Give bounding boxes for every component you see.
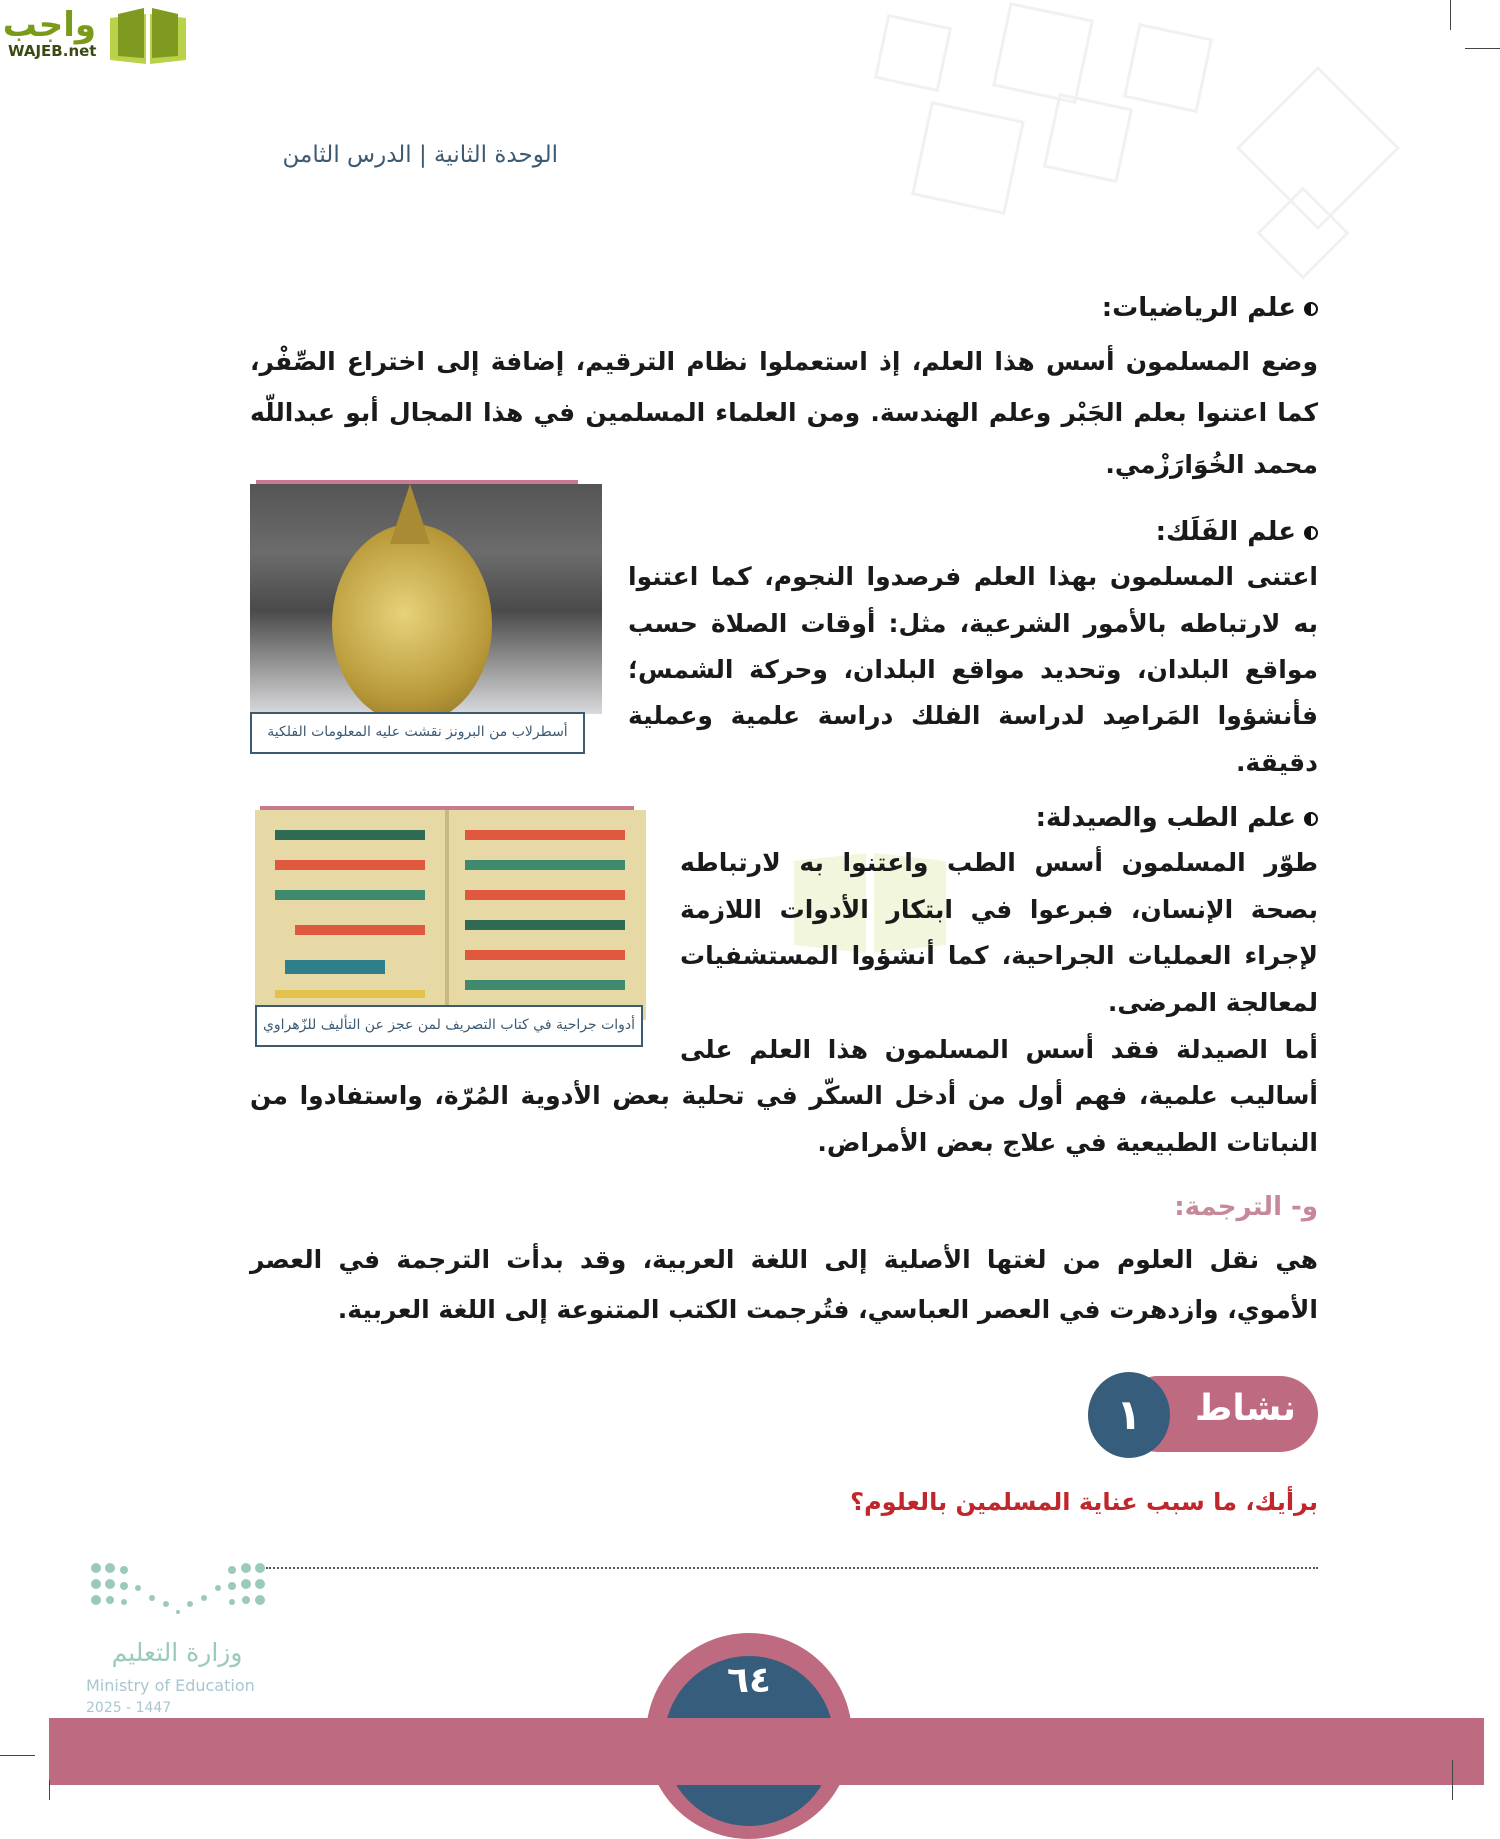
paragraph-line: بصحة الإنسان، فبرعوا في ابتكار الأدوات اللازمة	[680, 895, 1318, 924]
heading-text: علم الفَلَك:	[1155, 517, 1296, 547]
heading-text: علم الطب والصيدلة:	[1035, 803, 1296, 833]
crop-mark	[1450, 0, 1451, 30]
crop-mark	[49, 1780, 50, 1800]
decoration	[874, 14, 952, 92]
decoration	[992, 2, 1094, 104]
crop-mark	[1452, 1760, 1453, 1800]
footer-band	[49, 1718, 1484, 1785]
surgical-tools-caption: أدوات جراحية في كتاب التصريف لمن عجز عن التأليف للزّهراوي	[255, 1005, 643, 1047]
tool-bar	[295, 925, 425, 935]
bullet-icon	[1304, 526, 1318, 540]
surgical-tools-image	[255, 810, 646, 1020]
ministry-dots-icon	[88, 1560, 268, 1620]
crop-mark	[1465, 48, 1500, 49]
activity-label: نشاط	[1194, 1388, 1296, 1429]
tool-bar	[465, 890, 625, 900]
paragraph-line: دقيقة.	[1235, 748, 1318, 777]
tool-bar	[465, 980, 625, 990]
paragraph-line: به لارتباطه بالأمور الشرعية، مثل: أوقات الصلاة حسب	[628, 609, 1318, 638]
logo-arabic: واجب	[2, 5, 96, 45]
paragraph-line: مواقع البلدان، وتحديد مواقع البلدان، وحركة الشمس؛	[628, 655, 1318, 684]
crop-mark	[0, 1755, 35, 1756]
tool-bar	[275, 860, 425, 870]
tool-bar	[465, 830, 625, 840]
bullet-icon	[1304, 812, 1318, 826]
astrolabe-caption: أسطرلاب من البرونز نقشت عليه المعلومات الفلكية	[250, 712, 585, 754]
tool-bar	[275, 890, 425, 900]
medicine-heading	[1036, 803, 1318, 833]
breadcrumb	[283, 142, 558, 168]
tool-bar	[465, 920, 625, 930]
tool-bar	[275, 830, 425, 840]
paragraph-line: كما اعتنوا بعلم الجَبْر وعلم الهندسة. ومن العلماء المسلمين في هذا المجال أبو عبداللّه	[250, 398, 1318, 427]
decoration	[1123, 23, 1213, 113]
astrolabe-top	[390, 484, 430, 544]
lesson-title: الدرس الثامن	[282, 142, 412, 168]
paragraph-line: هي نقل العلوم من لغتها الأصلية إلى اللغة العربية، وقد بدأت الترجمة في العصر	[250, 1245, 1318, 1274]
activity-question: برأيك، ما سبب عناية المسلمين بالعلوم؟	[850, 1488, 1318, 1516]
tool-bar	[465, 860, 625, 870]
wajeb-logo	[2, 5, 97, 60]
decoration	[1043, 93, 1133, 183]
unit-title: الوحدة الثانية	[434, 142, 558, 168]
answer-line[interactable]	[266, 1567, 1318, 1569]
paragraph-line: أما الصيدلة فقد أسس المسلمون هذا العلم على	[680, 1035, 1318, 1064]
paragraph-line: وضع المسلمون أسس هذا العلم، إذ استعملوا نظام الترقيم، إضافة إلى اختراع الصِّفْر،	[250, 347, 1318, 376]
paragraph-line: فأنشؤوا المَراصِد لدراسة الفلك دراسة علمية وعملية	[628, 701, 1318, 730]
astronomy-heading	[1156, 517, 1318, 547]
heading-text: علم الرياضيات:	[1101, 293, 1296, 323]
decoration	[911, 101, 1025, 215]
page-fold	[445, 810, 449, 1020]
page-number: ٦٤	[727, 1660, 771, 1701]
bullet-icon	[1304, 302, 1318, 316]
paragraph-line: لإجراء العمليات الجراحية، كما أنشؤوا المستشفيات	[680, 941, 1318, 970]
separator: |	[418, 142, 427, 168]
math-heading	[1102, 293, 1318, 323]
paragraph-line: طوّر المسلمون أسس الطب واعتنوا به لارتباطه	[680, 848, 1318, 877]
paragraph-line: النباتات الطبيعية في علاج بعض الأمراض.	[817, 1128, 1318, 1157]
paragraph-line: الأموي، وازدهرت في العصر العباسي، فتُرجمت الكتب المتنوعة إلى اللغة العربية.	[337, 1295, 1318, 1324]
ministry-year: 2025 - 1447	[86, 1700, 172, 1716]
tool-bar	[275, 990, 425, 998]
astrolabe-image	[250, 484, 602, 714]
translation-heading: و- الترجمة:	[1174, 1192, 1318, 1222]
paragraph-line: اعتنى المسلمون بهذا العلم فرصدوا النجوم، كما اعتنوا	[628, 562, 1318, 591]
book-icon	[108, 6, 188, 64]
activity-number: ١	[1088, 1372, 1170, 1458]
tool-bar	[285, 960, 385, 974]
ministry-english: Ministry of Education	[86, 1676, 255, 1695]
astrolabe-disc	[332, 524, 492, 714]
paragraph-line: محمد الخُوَارَزْمي.	[1105, 450, 1318, 479]
ministry-arabic: وزارة التعليم	[111, 1638, 243, 1667]
paragraph-line: لمعالجة المرضى.	[1107, 988, 1318, 1017]
paragraph-line: أساليب علمية، فهم أول من أدخل السكّر في تحلية بعض الأدوية المُرّة، واستفادوا من	[250, 1081, 1318, 1110]
tool-bar	[465, 950, 625, 960]
logo-latin: WAJEB.net	[8, 42, 97, 60]
